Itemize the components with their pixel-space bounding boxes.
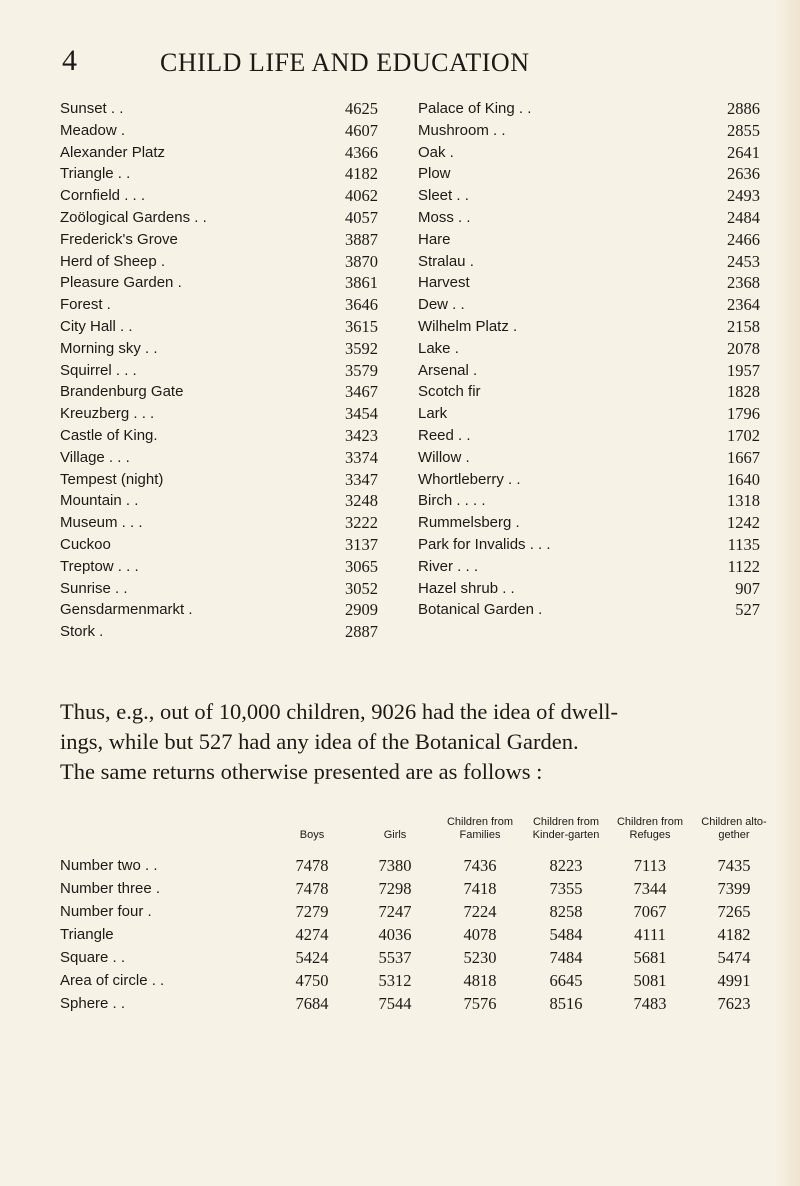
list-item bbox=[60, 556, 400, 578]
list-item-value: 1640 bbox=[727, 469, 760, 489]
table-column-header: Children from Refuges bbox=[616, 816, 684, 841]
list-item-value: 3861 bbox=[345, 273, 378, 293]
list-item-value: 2855 bbox=[727, 120, 760, 140]
list-item bbox=[60, 163, 400, 185]
table-cell: 7247 bbox=[378, 901, 412, 921]
table-row-label: Number two . . bbox=[60, 857, 158, 874]
list-item bbox=[418, 207, 760, 229]
list-item-label: Kreuzberg . . . bbox=[60, 405, 155, 423]
table-cell: 7265 bbox=[717, 901, 751, 921]
list-item-label: Botanical Garden . bbox=[418, 601, 543, 619]
list-item bbox=[60, 403, 400, 425]
table-row-label: Square . . bbox=[60, 949, 126, 966]
list-item-label: Lark bbox=[418, 405, 448, 423]
table-row bbox=[60, 900, 776, 923]
list-item-label: Stralau . bbox=[418, 252, 474, 270]
table-column-header: Children from Kinder-garten bbox=[532, 816, 600, 841]
list-item bbox=[418, 185, 760, 207]
list-item bbox=[418, 469, 760, 491]
table-row-label: Triangle bbox=[60, 926, 114, 943]
list-item-label: Stork . bbox=[60, 623, 104, 641]
table-cell: 7436 bbox=[463, 855, 497, 875]
list-item-value: 4366 bbox=[345, 142, 378, 162]
list-item-value: 2641 bbox=[727, 142, 760, 162]
list-item bbox=[60, 185, 400, 207]
list-item-value: 3467 bbox=[345, 382, 378, 402]
list-item-value: 527 bbox=[735, 600, 760, 620]
list-item bbox=[418, 142, 760, 164]
list-item-label: Whortleberry . . bbox=[418, 470, 521, 488]
paragraph-line: ings, while but 527 had any idea of the Botanical Garden. bbox=[60, 729, 579, 754]
list-item-value: 3137 bbox=[345, 534, 378, 554]
paragraph-line: The same returns otherwise presented are as follows : bbox=[60, 759, 543, 784]
table-cell: 5484 bbox=[549, 924, 583, 944]
list-item-value: 4182 bbox=[345, 164, 378, 184]
list-item-label: Frederick's Grove bbox=[60, 230, 178, 248]
list-item bbox=[60, 142, 400, 164]
list-item-label: Rummelsberg . bbox=[418, 514, 520, 532]
list-item bbox=[60, 360, 400, 382]
table-column-header: Girls bbox=[383, 829, 407, 841]
list-item-label: Treptow . . . bbox=[60, 557, 139, 575]
table-row bbox=[60, 946, 776, 969]
list-item-value: 2886 bbox=[727, 99, 760, 118]
table-row bbox=[60, 923, 776, 946]
list-item-label: Mountain . . bbox=[60, 492, 139, 510]
list-item bbox=[60, 98, 400, 120]
list-item bbox=[418, 338, 760, 360]
table-cell: 5230 bbox=[463, 947, 497, 967]
list-item-label: Pleasure Garden . bbox=[60, 274, 182, 292]
list-item-label: Oak . bbox=[418, 143, 454, 161]
list-item bbox=[418, 316, 760, 338]
list-item-label: Meadow . bbox=[60, 121, 126, 139]
list-item-label: Wilhelm Platz . bbox=[418, 317, 518, 335]
list-item bbox=[60, 425, 400, 447]
table-cell: 7483 bbox=[633, 993, 667, 1013]
list-item-label: Reed . . bbox=[418, 426, 471, 444]
list-item-label: Lake . bbox=[418, 339, 459, 357]
list-item-label: Triangle . . bbox=[60, 165, 131, 183]
list-item-value: 3347 bbox=[345, 469, 378, 489]
list-item-value: 1318 bbox=[727, 491, 760, 511]
list-item bbox=[418, 229, 760, 251]
table-cell: 4991 bbox=[717, 970, 751, 990]
list-item bbox=[418, 360, 760, 382]
list-item bbox=[418, 447, 760, 469]
list-item-value: 2636 bbox=[727, 164, 760, 184]
list-item-value: 2453 bbox=[727, 251, 760, 271]
list-item-label: Morning sky . . bbox=[60, 339, 158, 357]
table-header-row bbox=[60, 816, 776, 854]
list-item-value: 1122 bbox=[727, 556, 760, 576]
word-frequency-list-right bbox=[418, 98, 760, 621]
list-item bbox=[418, 163, 760, 185]
page-number: 4 bbox=[62, 44, 77, 77]
list-item-label: Squirrel . . . bbox=[60, 361, 137, 379]
list-item-value: 2493 bbox=[727, 186, 760, 206]
list-item bbox=[60, 294, 400, 316]
table-cell: 7418 bbox=[463, 878, 497, 898]
table-cell: 7484 bbox=[549, 947, 583, 967]
list-item-label: Herd of Sheep . bbox=[60, 252, 166, 270]
list-item-value: 3870 bbox=[345, 251, 378, 271]
list-item-label: Cuckoo bbox=[60, 535, 111, 553]
list-item bbox=[418, 578, 760, 600]
list-item bbox=[60, 490, 400, 512]
list-item-label: Gensdarmenmarkt . bbox=[60, 601, 193, 619]
list-item-label: Birch . . . . bbox=[418, 492, 486, 510]
table-row bbox=[60, 854, 776, 877]
list-item-value: 2364 bbox=[727, 295, 760, 315]
list-item bbox=[60, 469, 400, 491]
list-item bbox=[418, 272, 760, 294]
table-column-header: Children alto-gether bbox=[701, 816, 767, 841]
list-item-value: 4607 bbox=[345, 120, 378, 140]
list-item-label: Forest . bbox=[60, 296, 111, 314]
table-cell: 5681 bbox=[633, 947, 667, 967]
table-column-header: Boys bbox=[299, 829, 325, 841]
list-item bbox=[60, 338, 400, 360]
table-cell: 7478 bbox=[295, 878, 329, 898]
list-item-value: 3423 bbox=[345, 425, 378, 445]
list-item-value: 3065 bbox=[345, 556, 378, 576]
list-item-label: Harvest bbox=[418, 274, 470, 292]
list-item-label: Sunrise . . bbox=[60, 579, 128, 597]
list-item bbox=[418, 120, 760, 142]
list-item-value: 1667 bbox=[727, 447, 760, 467]
running-head: CHILD LIFE AND EDUCATION bbox=[160, 48, 530, 77]
list-item-label: Palace of King . . bbox=[418, 100, 532, 117]
table-row bbox=[60, 969, 776, 992]
list-item-value: 1828 bbox=[727, 382, 760, 402]
table-cell: 7576 bbox=[463, 993, 497, 1013]
table-cell: 4036 bbox=[378, 924, 412, 944]
list-item-label: Hazel shrub . . bbox=[418, 579, 515, 597]
list-item bbox=[60, 512, 400, 534]
list-item bbox=[418, 534, 760, 556]
list-item-value: 2484 bbox=[727, 207, 760, 227]
list-item bbox=[418, 294, 760, 316]
table-cell: 4182 bbox=[717, 924, 751, 944]
table-row bbox=[60, 877, 776, 900]
list-item-label: River . . . bbox=[418, 557, 479, 575]
list-item-label: Village . . . bbox=[60, 448, 130, 466]
list-item bbox=[418, 425, 760, 447]
table-row-label: Number three . bbox=[60, 880, 161, 897]
list-item bbox=[418, 599, 760, 621]
table-cell: 8223 bbox=[549, 855, 583, 875]
table-cell: 7224 bbox=[463, 901, 497, 921]
list-item-value: 1957 bbox=[727, 360, 760, 380]
table-cell: 6645 bbox=[549, 970, 583, 990]
list-item-label: Scotch fir bbox=[418, 383, 481, 401]
list-item bbox=[60, 447, 400, 469]
list-item-value: 4062 bbox=[345, 186, 378, 206]
list-item-value: 3887 bbox=[345, 229, 378, 249]
list-item bbox=[60, 251, 400, 273]
list-item-label: Willow . bbox=[418, 448, 470, 466]
list-item-label: Zoölogical Gardens . . bbox=[60, 208, 207, 226]
list-item bbox=[60, 316, 400, 338]
table-cell: 4818 bbox=[463, 970, 497, 990]
table-cell: 7355 bbox=[549, 878, 583, 898]
list-item bbox=[418, 490, 760, 512]
list-item-label: City Hall . . bbox=[60, 317, 133, 335]
list-item-value: 4625 bbox=[345, 99, 378, 118]
word-frequency-list-left bbox=[60, 98, 400, 643]
list-item-label: Sunset . . bbox=[60, 100, 124, 117]
list-item-value: 1135 bbox=[727, 534, 760, 554]
list-item bbox=[60, 534, 400, 556]
list-item bbox=[60, 381, 400, 403]
list-item-label: Brandenburg Gate bbox=[60, 383, 184, 401]
table-cell: 4111 bbox=[634, 924, 666, 944]
table-cell: 7435 bbox=[717, 855, 751, 875]
list-item-value: 3248 bbox=[345, 491, 378, 511]
list-item-value: 2909 bbox=[345, 600, 378, 620]
table-cell: 7478 bbox=[295, 855, 329, 875]
list-item bbox=[418, 403, 760, 425]
table-row bbox=[60, 992, 776, 1015]
list-item-label: Alexander Platz bbox=[60, 143, 166, 161]
list-item bbox=[60, 120, 400, 142]
list-item bbox=[418, 98, 760, 120]
list-item-label: Park for Invalids . . . bbox=[418, 535, 551, 553]
table-cell: 7298 bbox=[378, 878, 412, 898]
list-item-value: 2887 bbox=[345, 622, 378, 642]
table-cell: 7380 bbox=[378, 855, 412, 875]
list-item-value: 3592 bbox=[345, 338, 378, 358]
body-paragraph bbox=[60, 697, 760, 787]
list-item-value: 2466 bbox=[727, 229, 760, 249]
table-body bbox=[60, 854, 776, 1015]
list-item-label: Museum . . . bbox=[60, 514, 143, 532]
table-cell: 5537 bbox=[378, 947, 412, 967]
table-cell: 4750 bbox=[295, 970, 329, 990]
table-cell: 4274 bbox=[295, 924, 329, 944]
table-cell: 7279 bbox=[295, 901, 329, 921]
table-column-header bbox=[60, 816, 270, 854]
list-item bbox=[60, 207, 400, 229]
list-item-value: 4057 bbox=[345, 207, 378, 227]
table-cell: 4078 bbox=[463, 924, 497, 944]
table-row-label: Number four . bbox=[60, 903, 152, 920]
list-item-value: 1796 bbox=[727, 404, 760, 424]
list-item bbox=[418, 556, 760, 578]
list-item-label: Dew . . bbox=[418, 296, 465, 314]
table-cell: 5474 bbox=[717, 947, 751, 967]
list-item-label: Plow bbox=[418, 165, 451, 183]
table-cell: 7684 bbox=[295, 993, 329, 1013]
list-item-value: 3222 bbox=[345, 513, 378, 533]
list-item-label: Moss . . bbox=[418, 208, 471, 226]
list-item-value: 1242 bbox=[727, 513, 760, 533]
list-item bbox=[60, 599, 400, 621]
list-item-label: Mushroom . . bbox=[418, 121, 506, 139]
list-item bbox=[60, 272, 400, 294]
page-spine-shadow bbox=[774, 0, 800, 1186]
table-cell: 7544 bbox=[378, 993, 412, 1013]
table-column-header: Children from Families bbox=[446, 816, 514, 841]
list-item-value: 3052 bbox=[345, 578, 378, 598]
list-item-value: 907 bbox=[735, 578, 760, 598]
list-item-value: 3374 bbox=[345, 447, 378, 467]
list-item bbox=[418, 381, 760, 403]
list-item bbox=[60, 578, 400, 600]
table-cell: 5312 bbox=[378, 970, 412, 990]
list-item-label: Hare bbox=[418, 230, 451, 248]
table-cell: 7113 bbox=[633, 855, 667, 875]
list-item-value: 2078 bbox=[727, 338, 760, 358]
list-item-value: 3454 bbox=[345, 404, 378, 424]
list-item-label: Sleet . . bbox=[418, 187, 469, 205]
table-cell: 7067 bbox=[633, 901, 667, 921]
table-row-label: Sphere . . bbox=[60, 995, 126, 1012]
table-row-label: Area of circle . . bbox=[60, 972, 165, 989]
paragraph-line: Thus, e.g., out of 10,000 children, 9026 had the idea of dwell- bbox=[60, 699, 618, 724]
list-item-label: Tempest (night) bbox=[60, 470, 164, 488]
list-item-value: 3646 bbox=[345, 295, 378, 315]
list-item-value: 3615 bbox=[345, 316, 378, 336]
table-cell: 5424 bbox=[295, 947, 329, 967]
list-item-value: 3579 bbox=[345, 360, 378, 380]
list-item bbox=[60, 621, 400, 643]
table-cell: 8258 bbox=[549, 901, 583, 921]
returns-table bbox=[60, 816, 776, 1015]
list-item bbox=[418, 251, 760, 273]
list-item-label: Arsenal . bbox=[418, 361, 478, 379]
list-item bbox=[418, 512, 760, 534]
table-cell: 5081 bbox=[633, 970, 667, 990]
list-item-value: 1702 bbox=[727, 425, 760, 445]
list-item-value: 2368 bbox=[727, 273, 760, 293]
list-item-label: Castle of King. bbox=[60, 426, 158, 444]
list-item-value: 2158 bbox=[727, 316, 760, 336]
list-item bbox=[60, 229, 400, 251]
table-cell: 7623 bbox=[717, 993, 751, 1013]
list-item-label: Cornfield . . . bbox=[60, 187, 146, 205]
table-cell: 7399 bbox=[717, 878, 751, 898]
table-cell: 8516 bbox=[549, 993, 583, 1013]
table-cell: 7344 bbox=[633, 878, 667, 898]
